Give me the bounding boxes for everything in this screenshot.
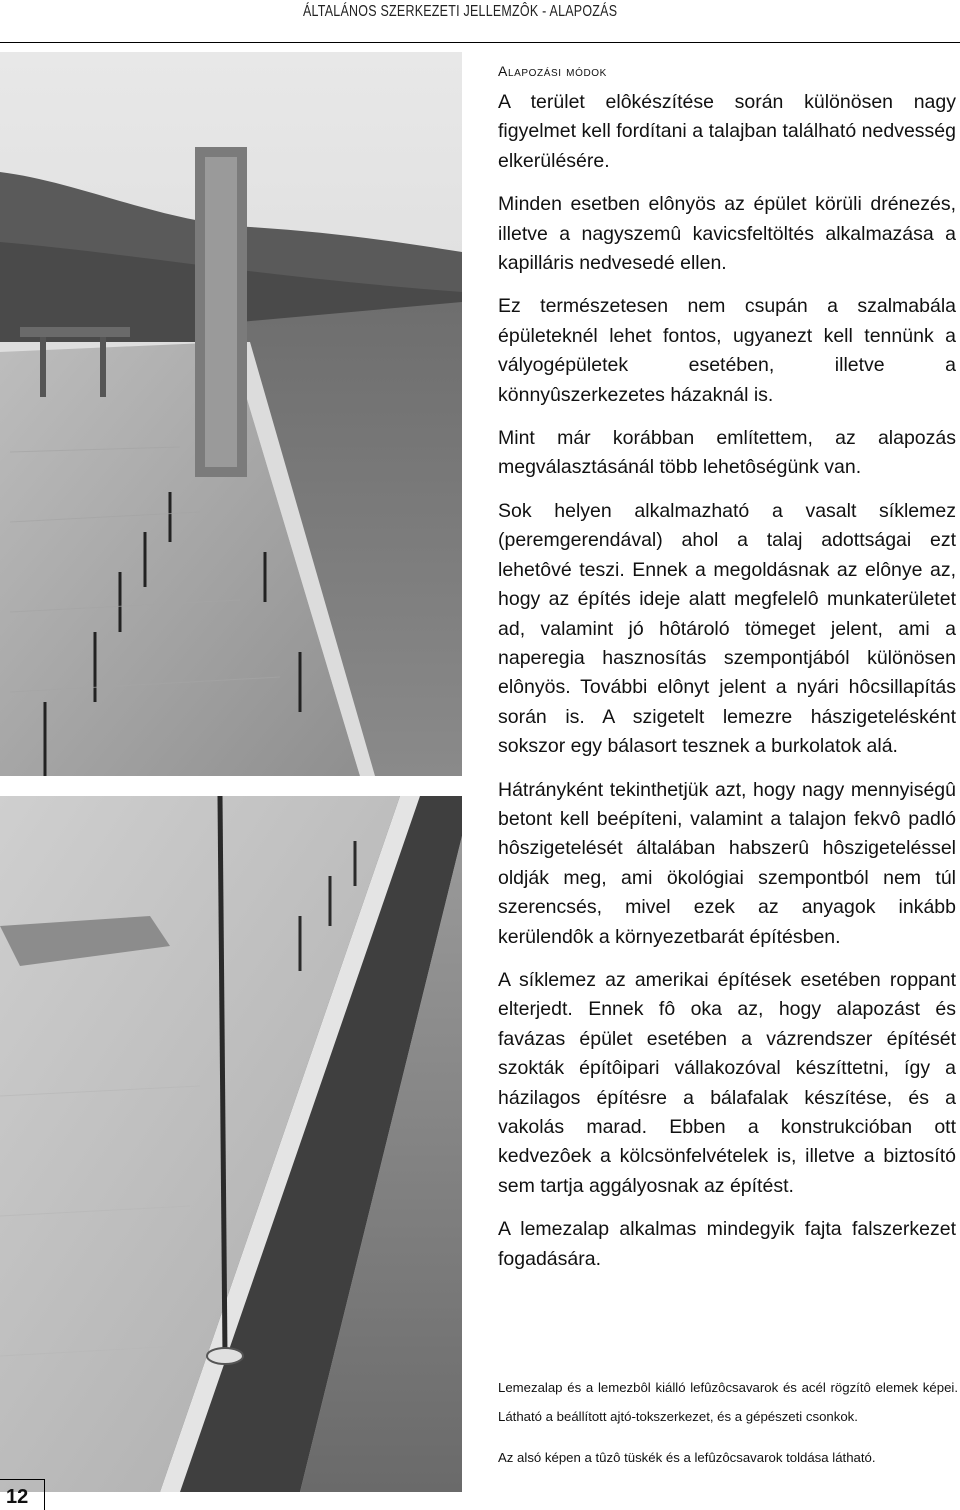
header-rule	[0, 42, 960, 43]
paragraph-7: A síklemez az amerikai építések esetében roppant elterjedt. Ennek fô oka az, hogy alapozást és favázas épület esetében a vázrendszer építését szokták építôipari vállakozóval készíttetni, így a házilagos építésre a bálafalak készítése, és a vakolás marad. Ebben a konstrukcióban ott kedvezôek a kölcsönfelvételek is, illetve a biztosító sem tartja aggályosnak az építést.	[498, 968, 956, 1197]
foundation-photo-bottom-image	[0, 796, 462, 1492]
paragraph-1: A terület elôkészítése során különösen nagy figyelmet kell fordítani a talajban található nedvesség elkerülésére.	[498, 91, 956, 172]
paragraph-5: Sok helyen alkalmazható a vasalt síklemez (peremgerendával) ahol a talaj adottságai ezt lehetôvé teszi. Ennek a megoldásnak az elônye az, hogy az építés ideje alatt megfelelô munkaterületet ad, valamint jó hôtároló tömeget jelent, ami a naperegia hasznosítás szempontjából különösen elônyös. További elônyt jelent a nyári hôcsillapítás során is. A szigetelt lemezre hászigetelésként sokszor egy bálasort tesznek a burkolatok alá.	[498, 499, 956, 758]
section-title: Alapozási módok	[498, 63, 607, 79]
paragraph-4: Mint már korábban említettem, az alapozás megválasztásánál több lehetôségünk van.	[498, 427, 956, 479]
paragraph-2: Minden esetben elônyös az épület körüli drénezés, illetve a nagyszemû kavicsfeltöltés alkalmazása a kapilláris nedvesedé ellen.	[498, 193, 956, 275]
foundation-photo-bottom	[0, 796, 462, 1492]
photo-caption-1: Lemezalap és a lemezbôl kiálló lefûzôcsavarok és acél rögzítô elemek képei. Látható a beállított ajtó-tokszerkezet, és a gépészeti csonkok.	[498, 1380, 958, 1424]
text-column	[498, 61, 956, 1288]
paragraph-6: Hátrányként tekinthetjük azt, hogy nagy mennyiségû betont kell beépíteni, valamint a talajon fekvô padló hôszigetelését általában habszerû hôszigeteléssel oldják meg, ami ökológiai szempontból nem túl szerencsés, mivel ezek az anyagok inkább kerülendôk a környezetbarát építésben.	[498, 778, 956, 948]
foundation-photo-top-image	[0, 52, 462, 776]
foundation-photo-top	[0, 52, 462, 776]
paragraph-8: A lemezalap alkalmas mindegyik fajta falszerkezet fogadására.	[498, 1218, 956, 1270]
running-header: ÁLTALÁNOS SZERKEZETI JELLEMZÔK - ALAPOZÁS	[303, 3, 618, 20]
paragraph-3: Ez természetesen nem csupán a szalmabála épületeknél lehet fontos, ugyanezt kell tennünk a vályogépületek esetében, illetve a könnyûszerkezetes házaknál is.	[498, 295, 956, 406]
photo-caption-2: Az alsó képen a tûzô tüskék és a lefûzôcsavarok toldása látható.	[498, 1450, 876, 1465]
page-number: 12	[6, 1486, 29, 1508]
